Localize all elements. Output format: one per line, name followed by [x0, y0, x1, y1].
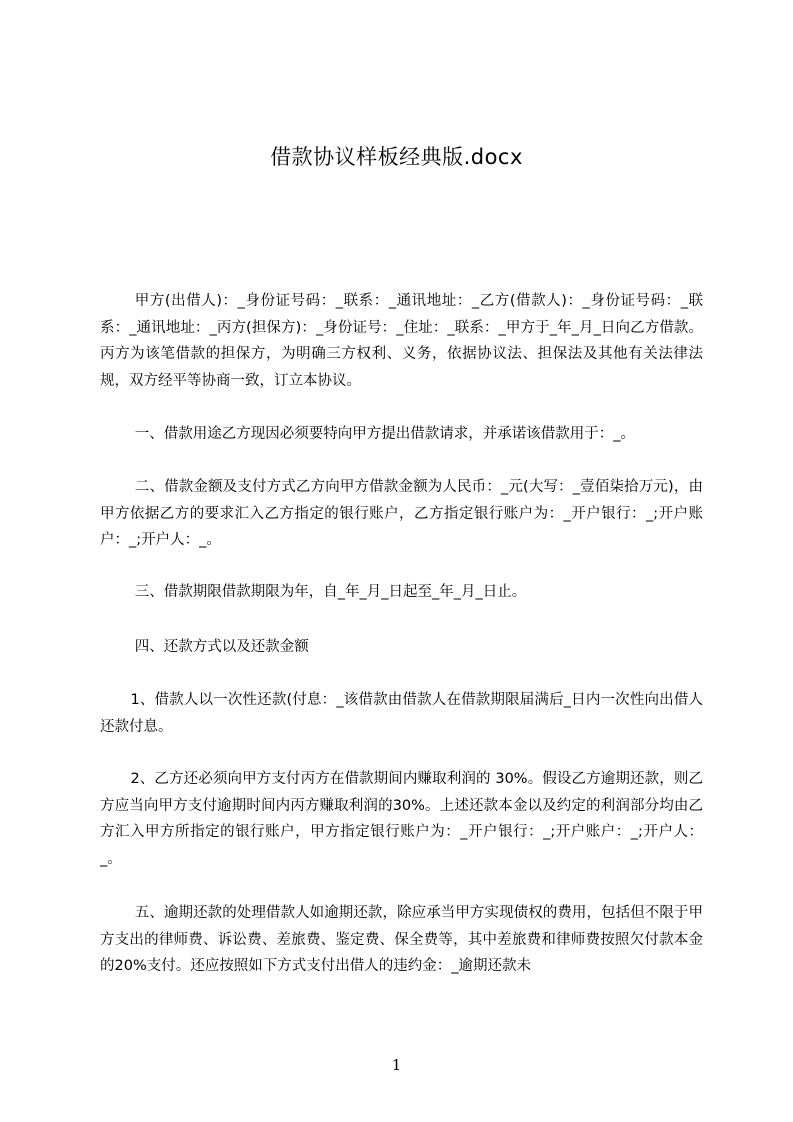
page-number: 1 [391, 1056, 402, 1074]
paragraph-repayment-one: 1、借款人以一次性还款(付息：_该借款由借款人在借款期限届满后_日内一次性向出借人还款付息。 [100, 692, 703, 735]
paragraph-loan-term: 三、借款期限借款期限为年，自_年_月_日起至_年_月_日止。 [134, 584, 527, 600]
paragraph-loan-purpose: 一、借款用途乙方现因必须要特向甲方提出借款请求，并承诺该借款用于：_。 [134, 426, 636, 442]
paragraph-repayment-heading: 四、还款方式以及还款金额 [134, 639, 309, 655]
paragraph-repayment-two: 2、乙方还必须向甲方支付丙方在借款期间内赚取利润的 30%。假设乙方逾期还款，则乙方应当向甲方支付逾期时间内丙方赚取利润的30%。上述还款本金以及约定的利润部分均由乙方汇入甲方所指定的银行账户，甲方指定银行账户为：_开户银行：_;开户账户：_;开户人：_。 [100, 771, 703, 867]
paragraph-parties: 甲方(出借人)：_身份证号码：_联系：_通讯地址：_乙方(借款人)：_身份证号码：_联系：_通讯地址：_丙方(担保方)：_身份证号：_住址：_联系：_甲方于_年_月_日向乙方借款。丙方为该笔借款的担保方，为明确三方权利、义务，依据协议法、担保法及其他有关法律法规，双方经平等协商一致，订立本协议。 [100, 293, 703, 389]
document-title: 借款协议样板经典版.docx [270, 145, 523, 169]
paragraph-loan-amount: 二、借款金额及支付方式乙方向甲方借款金额为人民币：_元(大写：_壹佰柒拾万元)，由甲方依据乙方的要求汇入乙方指定的银行账户，乙方指定银行账户为：_开户银行：_;开户账户：_;开户人：_。 [100, 479, 703, 548]
paragraph-overdue-handling: 五、逾期还款的处理借款人如逾期还款，除应承当甲方实现债权的费用，包括但不限于甲方支出的律师费、诉讼费、差旅费、鉴定费、保全费等，其中差旅费和律师费按照欠付款本金的20%支付。还应按照如下方式支付出借人的违约金：_逾期还款未 [100, 905, 703, 974]
